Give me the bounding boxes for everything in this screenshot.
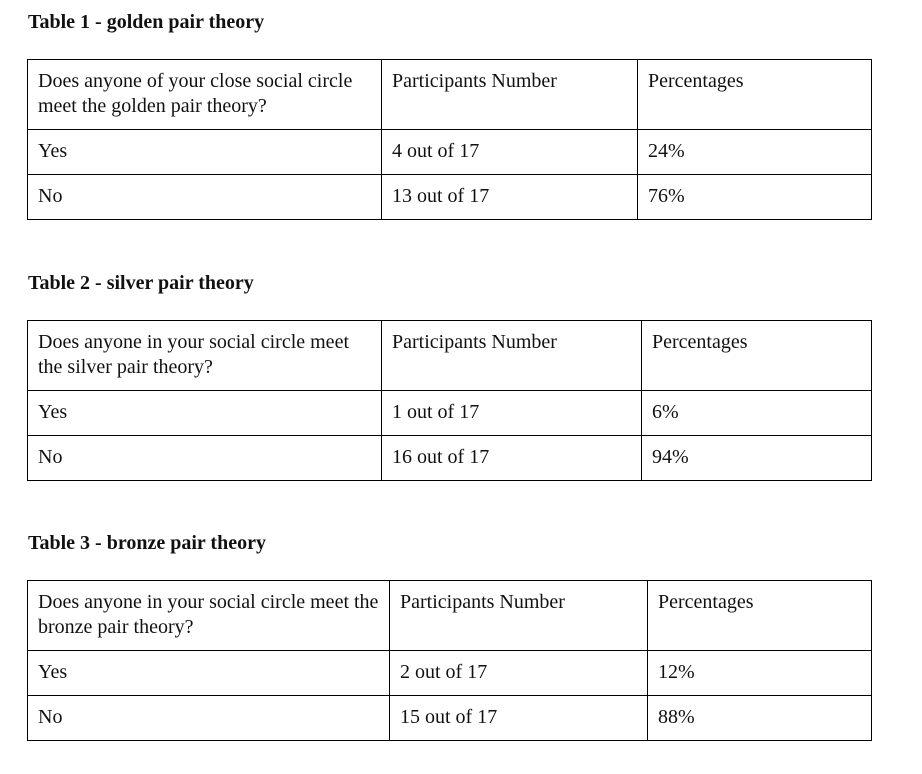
- answer-cell: Yes: [28, 391, 382, 436]
- table-header-row: [28, 321, 872, 391]
- participants-cell: 4 out of 17: [382, 130, 638, 175]
- answer-cell: Yes: [28, 651, 390, 696]
- table-row-yes: [28, 130, 872, 175]
- participants-cell: 1 out of 17: [382, 391, 642, 436]
- participants-cell: 15 out of 17: [390, 696, 648, 741]
- percentages-header-cell: Percentages: [638, 60, 872, 130]
- table-1-title: Table 1 - golden pair theory: [28, 11, 265, 33]
- participants-cell: 2 out of 17: [390, 651, 648, 696]
- table-row-no: [28, 436, 872, 481]
- table-golden-pair: [27, 59, 872, 220]
- participants-header-cell: Participants Number: [390, 581, 648, 651]
- question-header-cell: Does anyone of your close social circle meet the golden pair theory?: [28, 60, 382, 130]
- table-header-row: [28, 60, 872, 130]
- question-header-cell: Does anyone in your social circle meet the silver pair theory?: [28, 321, 382, 391]
- percentage-cell: 24%: [638, 130, 872, 175]
- table-3-title: Table 3 - bronze pair theory: [28, 532, 266, 554]
- table-row-yes: [28, 391, 872, 436]
- answer-cell: No: [28, 696, 390, 741]
- percentage-cell: 6%: [642, 391, 872, 436]
- answer-cell: No: [28, 436, 382, 481]
- table-bronze-pair: [27, 580, 872, 741]
- participants-cell: 16 out of 17: [382, 436, 642, 481]
- table-silver-pair: [27, 320, 872, 481]
- participants-header-cell: Participants Number: [382, 60, 638, 130]
- answer-cell: No: [28, 175, 382, 220]
- table-row-no: [28, 175, 872, 220]
- percentages-header-cell: Percentages: [648, 581, 872, 651]
- participants-cell: 13 out of 17: [382, 175, 638, 220]
- participants-header-cell: Participants Number: [382, 321, 642, 391]
- percentage-cell: 88%: [648, 696, 872, 741]
- table-header-row: [28, 581, 872, 651]
- percentages-header-cell: Percentages: [642, 321, 872, 391]
- table-row-yes: [28, 651, 872, 696]
- answer-cell: Yes: [28, 130, 382, 175]
- table-row-no: [28, 696, 872, 741]
- percentage-cell: 12%: [648, 651, 872, 696]
- table-2-title: Table 2 - silver pair theory: [28, 272, 254, 294]
- percentage-cell: 94%: [642, 436, 872, 481]
- percentage-cell: 76%: [638, 175, 872, 220]
- question-header-cell: Does anyone in your social circle meet the bronze pair theory?: [28, 581, 390, 651]
